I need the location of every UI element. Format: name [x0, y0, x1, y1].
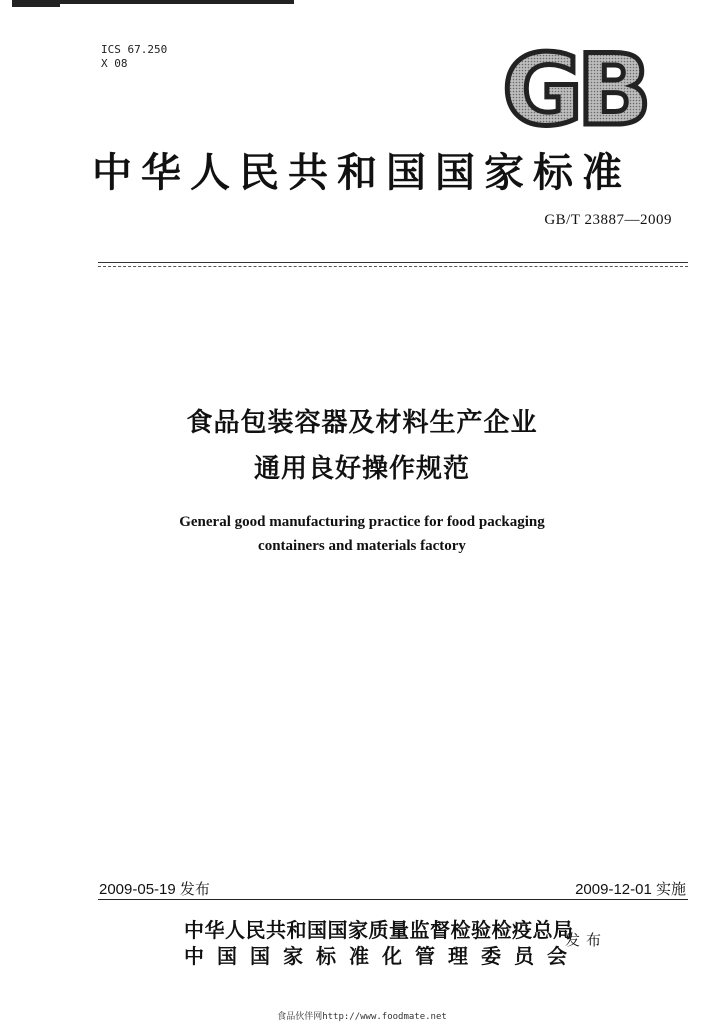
- title-cn-line2: 通用良好操作规范: [253, 454, 470, 484]
- title-en-line1: General good manufacturing practice for food packaging: [179, 514, 545, 530]
- issue-label: 发布: [565, 931, 608, 949]
- classification-block: [101, 43, 167, 71]
- effective-date: 2009-12-01 实施: [575, 881, 686, 898]
- gb-logo-text: GB: [502, 42, 646, 134]
- standard-number: GB/T 23887—2009: [544, 212, 672, 228]
- title-cn-line1: 食品包装容器及材料生产企业: [186, 408, 538, 438]
- issuer-sac: 中国国家标准化管理委员会: [184, 944, 580, 968]
- issuer-aqsiq: 中华人民共和国国家质量监督检验检疫总局: [184, 918, 574, 942]
- top-edge-bar-accent: [12, 4, 60, 7]
- date-divider: [98, 899, 688, 900]
- ics-code: ICS 67.250: [101, 43, 168, 56]
- header-divider: [98, 262, 688, 263]
- classification-code: X 08: [101, 57, 128, 70]
- gb-logo: [500, 42, 648, 134]
- footer-watermark: 食品伙伴网http://www.foodmate.net: [277, 1012, 447, 1022]
- header-divider-secondary: [98, 266, 688, 267]
- publish-date: 2009-05-19 发布: [99, 881, 210, 898]
- main-title: 中华人民共和国国家标准: [92, 149, 631, 196]
- title-en-line2: containers and materials factory: [258, 538, 466, 554]
